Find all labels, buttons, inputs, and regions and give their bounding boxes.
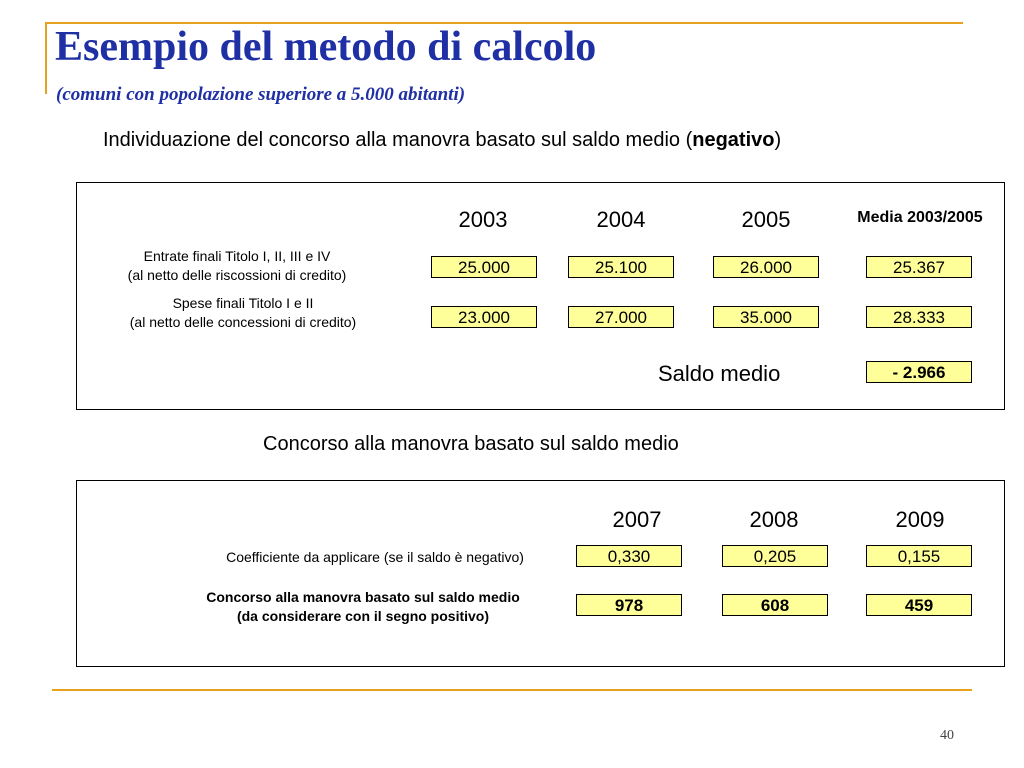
spese-label-line2: (al netto delle concessioni di credito) bbox=[129, 314, 357, 330]
entrate-label-line2: (al netto delle riscossioni di credito) bbox=[127, 267, 347, 283]
spese-average: 28.333 bbox=[866, 306, 972, 328]
contribution-label bbox=[168, 588, 558, 626]
year-header-2005: 2005 bbox=[741, 207, 791, 232]
entrate-2005: 26.000 bbox=[713, 256, 819, 278]
slide-title: Esempio del metodo di calcolo bbox=[55, 24, 597, 70]
section2-heading: Concorso alla manovra basato sul saldo medio bbox=[263, 433, 679, 455]
section1-heading-bold: negativo bbox=[692, 129, 775, 151]
spese-2004: 27.000 bbox=[568, 306, 674, 328]
entrate-label bbox=[82, 247, 392, 285]
contribution-2009: 459 bbox=[866, 594, 972, 616]
year-header-2003: 2003 bbox=[458, 207, 508, 232]
contribution-2008: 608 bbox=[722, 594, 828, 616]
section1-heading-suffix: ) bbox=[774, 129, 782, 151]
section1-heading-prefix: Individuazione del concorso alla manovra basato sul saldo medio ( bbox=[103, 129, 693, 151]
spese-2003: 23.000 bbox=[431, 306, 537, 328]
contribution-2007: 978 bbox=[576, 594, 682, 616]
contribution-label-line2: (da considerare con il segno positivo) bbox=[236, 608, 490, 624]
entrate-2003: 25.000 bbox=[431, 256, 537, 278]
bottom-rule bbox=[52, 689, 972, 691]
saldo-medio-value: - 2.966 bbox=[866, 361, 972, 383]
page-number: 40 bbox=[940, 728, 954, 743]
coefficient-label: Coefficiente da applicare (se il saldo è negativo) bbox=[226, 549, 524, 565]
year-header-2007: 2007 bbox=[612, 507, 662, 532]
contribution-label-line1: Concorso alla manovra basato sul saldo medio bbox=[206, 589, 520, 605]
entrate-average: 25.367 bbox=[866, 256, 972, 278]
coefficient-2008: 0,205 bbox=[722, 545, 828, 567]
spese-2005: 35.000 bbox=[713, 306, 819, 328]
average-header: Media 2003/2005 bbox=[857, 209, 983, 226]
left-rule bbox=[45, 22, 47, 94]
coefficient-2007: 0,330 bbox=[576, 545, 682, 567]
spese-label-line1: Spese finali Titolo I e II bbox=[172, 295, 314, 311]
year-header-2008: 2008 bbox=[749, 507, 799, 532]
year-header-2004: 2004 bbox=[596, 207, 646, 232]
section1-heading bbox=[103, 129, 781, 152]
year-header-2009: 2009 bbox=[895, 507, 945, 532]
spese-label bbox=[88, 294, 398, 332]
saldo-medio-label: Saldo medio bbox=[658, 361, 781, 386]
entrate-label-line1: Entrate finali Titolo I, II, III e IV bbox=[143, 248, 331, 264]
slide-subtitle: (comuni con popolazione superiore a 5.000 abitanti) bbox=[56, 84, 466, 105]
entrate-2004: 25.100 bbox=[568, 256, 674, 278]
coefficient-2009: 0,155 bbox=[866, 545, 972, 567]
